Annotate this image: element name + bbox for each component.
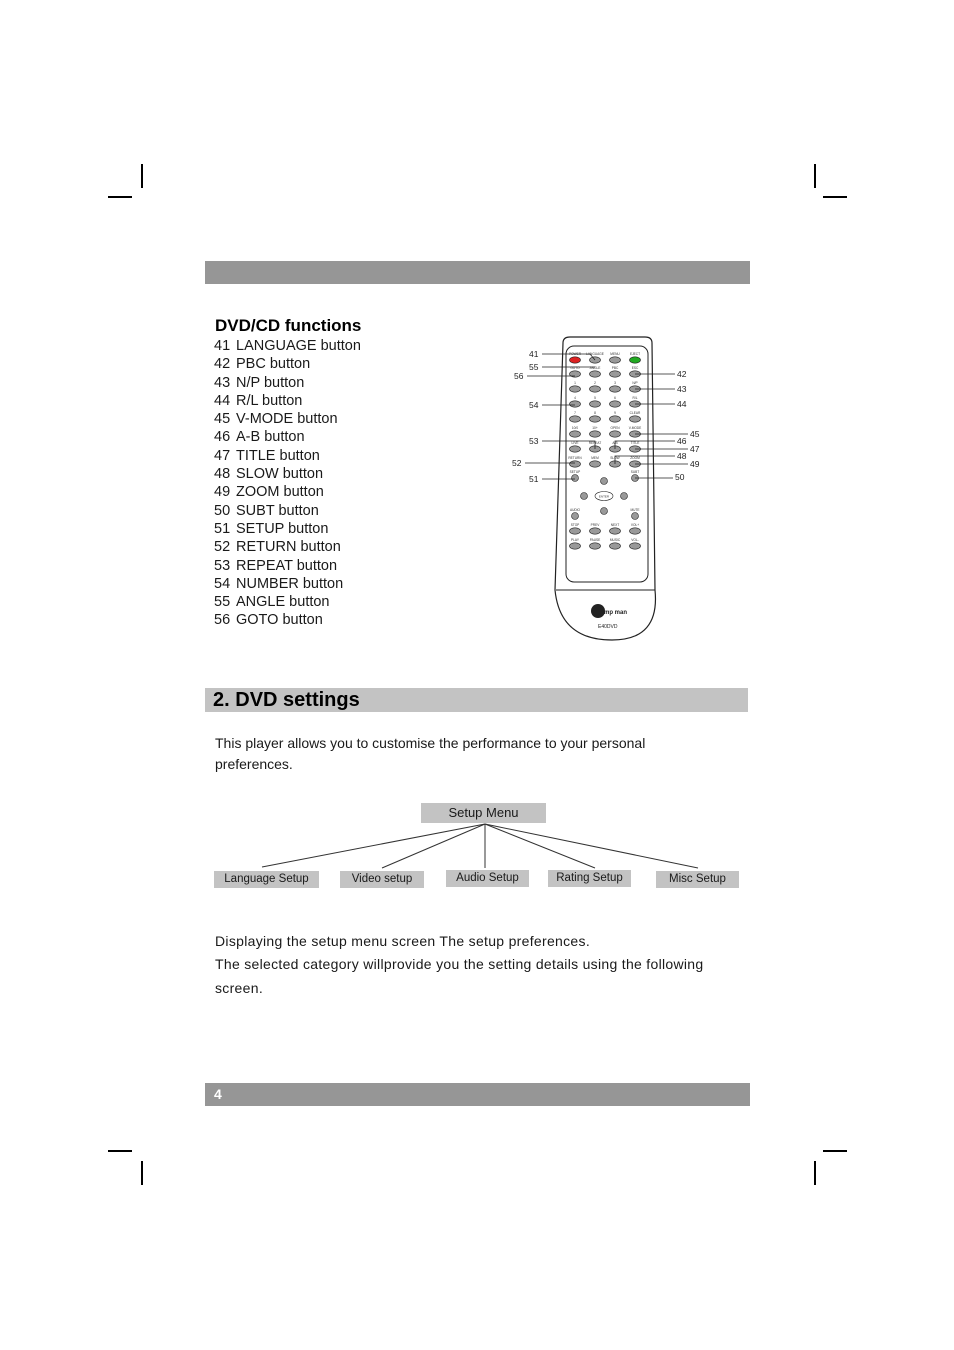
header-bar xyxy=(205,261,750,284)
button-label: PREV xyxy=(590,523,600,527)
button-label: V-MODE xyxy=(628,426,642,430)
button-label: OPEN xyxy=(610,426,620,430)
button-label: 7 xyxy=(574,411,576,415)
remote-button xyxy=(570,401,581,407)
button-label: ZOOM xyxy=(630,456,640,460)
section-title-text: DVD settings xyxy=(235,689,360,711)
button-label: PLAY xyxy=(571,538,579,542)
footer-bar xyxy=(205,1083,750,1106)
function-label: NUMBER button xyxy=(236,575,344,592)
button-label: EJECT xyxy=(629,352,641,356)
function-number: 52 xyxy=(214,539,231,556)
description-line-2: The selected category willprovide you the setting details using the following screen. xyxy=(215,956,704,996)
callout-number: 54 xyxy=(529,400,539,410)
remote-button xyxy=(590,543,601,549)
button-label: VOL+ xyxy=(630,523,640,527)
remote-button xyxy=(570,446,581,452)
down-arrow-button xyxy=(601,508,608,515)
button-label: R/L xyxy=(632,396,638,400)
function-item xyxy=(214,520,361,538)
description-paragraph xyxy=(215,931,715,1000)
function-label: ZOOM button xyxy=(236,484,324,501)
remote-button xyxy=(570,431,581,437)
function-number: 46 xyxy=(214,429,231,446)
function-item xyxy=(214,355,361,373)
callout-number: 50 xyxy=(675,472,685,482)
function-label: LANGUAGE button xyxy=(236,338,361,354)
function-number: 48 xyxy=(214,466,231,483)
button-label: 6 xyxy=(614,396,616,400)
remote-button xyxy=(610,528,621,534)
remote-button xyxy=(570,386,581,392)
button-label: PBC xyxy=(611,366,619,370)
enter-label: ENTER xyxy=(598,494,610,499)
remote-button xyxy=(570,357,581,363)
up-arrow-button xyxy=(601,478,608,485)
remote-button xyxy=(610,401,621,407)
button-label: RETURN xyxy=(568,456,582,460)
button-label: N/P xyxy=(632,381,638,385)
function-item xyxy=(214,465,361,483)
function-item xyxy=(214,593,361,611)
callout-number: 45 xyxy=(690,429,700,439)
remote-button xyxy=(590,461,601,467)
callout-number: 42 xyxy=(677,369,687,379)
button-label: MUSIC xyxy=(609,538,621,542)
function-number: 47 xyxy=(214,447,231,464)
remote-button xyxy=(572,513,579,520)
callout-number: 51 xyxy=(529,474,539,484)
function-item xyxy=(214,428,361,446)
crop-mark xyxy=(108,196,132,198)
button-label: A-B xyxy=(612,441,618,445)
button-label: STOP xyxy=(570,523,580,527)
callout-number: 46 xyxy=(677,436,687,446)
function-label: GOTO button xyxy=(236,612,323,629)
function-item xyxy=(214,557,361,575)
intro-paragraph: This player allows you to customise the performance to your personal preferences. xyxy=(215,735,646,772)
function-item xyxy=(214,502,361,520)
callout-number: 43 xyxy=(677,384,687,394)
function-number: 43 xyxy=(214,374,231,391)
function-label: A-B button xyxy=(236,429,305,446)
button-label: 10/0 xyxy=(571,426,579,430)
remote-button xyxy=(630,357,641,363)
button-label: 9 xyxy=(614,411,616,415)
function-label: TITLE button xyxy=(236,447,320,464)
section-title xyxy=(213,688,360,712)
audio-setup-box: Audio Setup xyxy=(446,870,529,887)
button-label: NEXT xyxy=(610,523,620,527)
remote-button xyxy=(570,416,581,422)
remote-button xyxy=(572,475,579,482)
brand-logo-icon xyxy=(591,604,605,618)
right-arrow-button xyxy=(621,493,628,500)
remote-button xyxy=(632,513,639,520)
callout-number: 49 xyxy=(690,459,700,469)
button-label: 8 xyxy=(594,411,596,415)
crop-mark xyxy=(141,1161,143,1185)
language-setup-box: Language Setup xyxy=(214,871,319,888)
button-label: SLOW xyxy=(610,456,620,460)
crop-mark xyxy=(108,1150,132,1152)
page-number: 4 xyxy=(214,1086,222,1102)
callout-number: 53 xyxy=(529,436,539,446)
remote-button xyxy=(570,543,581,549)
function-label: ANGLE button xyxy=(236,594,330,611)
setup-menu-root: Setup Menu xyxy=(421,803,546,823)
callout-number: 44 xyxy=(677,399,687,409)
video-setup-box: Video setup xyxy=(340,871,424,888)
remote-button xyxy=(590,528,601,534)
button-label: ANGLE xyxy=(589,366,601,370)
function-number: 41 xyxy=(214,338,231,354)
function-number: 53 xyxy=(214,557,231,574)
button-label: 2 xyxy=(594,381,596,385)
button-label: 5 xyxy=(594,396,596,400)
remote-button xyxy=(570,528,581,534)
crop-mark xyxy=(823,1150,847,1152)
function-number: 54 xyxy=(214,575,231,592)
button-label: SUBT xyxy=(630,470,640,474)
description-line-1: Displaying the setup menu screen The setup preferences. xyxy=(215,933,591,949)
remote-button xyxy=(590,416,601,422)
remote-model: E40DVD xyxy=(598,624,618,630)
crop-mark xyxy=(823,196,847,198)
function-label: R/L button xyxy=(236,392,303,409)
crop-mark xyxy=(141,164,143,188)
function-item xyxy=(214,575,361,593)
remote-button xyxy=(610,386,621,392)
button-label: VOL- xyxy=(631,538,639,542)
left-arrow-button xyxy=(581,493,588,500)
remote-button xyxy=(610,416,621,422)
functions-list xyxy=(214,337,361,630)
function-number: 42 xyxy=(214,356,231,373)
remote-brand: mp man xyxy=(604,610,628,616)
function-item xyxy=(214,392,361,410)
button-label: GOTO xyxy=(570,366,580,370)
remote-body xyxy=(555,337,655,640)
function-number: 55 xyxy=(214,594,231,611)
function-number: 49 xyxy=(214,484,231,501)
button-label: MUTE xyxy=(630,508,640,512)
crop-mark xyxy=(814,164,816,188)
function-number: 44 xyxy=(214,392,231,409)
function-label: REPEAT button xyxy=(236,557,338,574)
button-label: PAUSE xyxy=(589,538,601,542)
function-item xyxy=(214,483,361,501)
function-label: SLOW button xyxy=(236,466,324,483)
remote-button xyxy=(590,386,601,392)
callout-number: 41 xyxy=(529,349,539,359)
function-item xyxy=(214,374,361,392)
callout-number: 48 xyxy=(677,451,687,461)
remote-button xyxy=(570,461,581,467)
button-label: ESC xyxy=(631,366,639,370)
remote-button xyxy=(610,371,621,377)
function-item xyxy=(214,410,361,428)
function-item xyxy=(214,538,361,556)
remote-button xyxy=(630,528,641,534)
functions-heading: DVD/CD functions xyxy=(215,316,362,335)
rating-setup-box: Rating Setup xyxy=(548,870,631,887)
function-label: V-MODE button xyxy=(236,411,338,428)
function-label: SUBT button xyxy=(236,502,319,519)
section-number: 2. xyxy=(213,689,230,711)
function-number: 51 xyxy=(214,520,231,537)
remote-button xyxy=(630,543,641,549)
function-number: 45 xyxy=(214,411,231,428)
remote-button xyxy=(590,401,601,407)
remote-button xyxy=(610,543,621,549)
button-label: 10+ xyxy=(592,426,598,430)
button-label: MEM xyxy=(591,456,599,460)
callout-number: 56 xyxy=(514,371,524,381)
button-label: LIVE xyxy=(571,441,579,445)
remote-button xyxy=(630,416,641,422)
button-label: 4 xyxy=(574,396,576,400)
remote-button xyxy=(590,371,601,377)
function-item xyxy=(214,611,361,629)
callout-number: 52 xyxy=(512,458,522,468)
button-label: AUDIO xyxy=(569,508,581,512)
button-label: POWER xyxy=(568,352,582,356)
callout-number: 47 xyxy=(690,444,700,454)
button-label: TITLE xyxy=(630,441,640,445)
function-label: RETURN button xyxy=(236,539,341,556)
misc-setup-box: Misc Setup xyxy=(656,871,739,888)
crop-mark xyxy=(814,1161,816,1185)
function-number: 56 xyxy=(214,612,231,629)
function-label: PBC button xyxy=(236,356,311,373)
button-label: CLEAR xyxy=(629,411,641,415)
remote-control-illustration xyxy=(505,335,720,645)
function-item xyxy=(214,447,361,465)
button-label: MENU xyxy=(610,352,620,356)
function-label: N/P button xyxy=(236,374,305,391)
button-label: SETUP xyxy=(569,470,581,474)
function-number: 50 xyxy=(214,502,231,519)
remote-button xyxy=(610,431,621,437)
remote-button xyxy=(610,357,621,363)
function-label: SETUP button xyxy=(236,520,329,537)
button-label: 3 xyxy=(614,381,616,385)
remote-button xyxy=(590,431,601,437)
callout-number: 55 xyxy=(529,362,539,372)
function-item xyxy=(214,337,361,355)
button-label: REPEAT xyxy=(588,441,602,445)
button-label: LANGUAGE xyxy=(586,352,604,356)
button-label: 1 xyxy=(574,381,576,385)
section-header xyxy=(205,688,748,712)
